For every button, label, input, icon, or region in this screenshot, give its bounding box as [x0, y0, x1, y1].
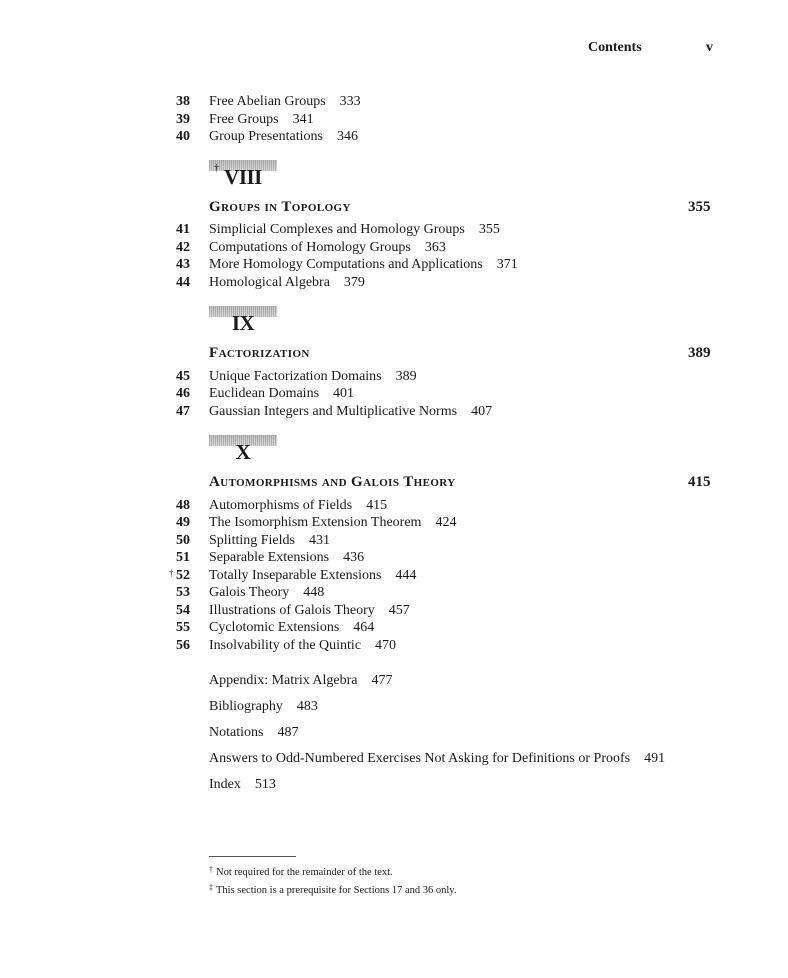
chapter-title: Cyclotomic Extensions	[209, 620, 340, 635]
part-numeral: VIII	[224, 165, 262, 189]
chapter-number: 48	[176, 498, 190, 513]
chapter-page: 470	[375, 638, 397, 653]
footnote-mark: ‡	[209, 883, 213, 892]
chapter-page: 415	[366, 498, 388, 513]
part-title[interactable]: Automorphisms and Galois Theory	[209, 474, 456, 490]
chapter-number: 45	[176, 369, 190, 384]
part-page: 355	[688, 199, 711, 215]
chapter-number: 53	[176, 585, 190, 600]
chapter-title: Splitting Fields	[209, 533, 295, 548]
back-matter-title: Bibliography	[209, 699, 283, 714]
chapter-title: More Homology Computations and Applications	[209, 257, 483, 272]
back-matter-title: Notations	[209, 725, 264, 740]
chapter-title: Simplicial Complexes and Homology Groups	[209, 222, 465, 237]
chapter-page: 333	[339, 94, 361, 109]
footnote	[209, 883, 456, 896]
footnote	[209, 865, 393, 878]
back-matter-title: Index	[209, 777, 241, 792]
part-page: 415	[688, 474, 711, 490]
back-matter-page: 513	[254, 777, 276, 792]
chapter-title: Separable Extensions	[209, 550, 330, 565]
chapter-title: Totally Inseparable Extensions	[209, 568, 382, 583]
chapter-title: Insolvability of the Quintic	[209, 638, 362, 653]
chapter-page: 424	[435, 515, 457, 530]
chapter-page: 407	[471, 404, 493, 419]
chapter-title: Galois Theory	[209, 585, 290, 600]
running-header-page-number: v	[706, 40, 713, 55]
chapter-number: 55	[176, 620, 190, 635]
chapter-page: 431	[308, 533, 330, 548]
back-matter-title: Answers to Odd-Numbered Exercises Not Asking for Definitions or Proofs	[209, 751, 631, 766]
footnote-text: This section is a prerequisite for Sections 17 and 36 only.	[216, 885, 457, 896]
part-title[interactable]: Groups in Topology	[209, 199, 351, 215]
chapter-number: 46	[176, 386, 190, 401]
chapter-page: 436	[343, 550, 365, 565]
chapter-title: Homological Algebra	[209, 275, 330, 290]
chapter-title: Gaussian Integers and Multiplicative Norms	[209, 404, 458, 419]
chapter-title: Euclidean Domains	[209, 386, 320, 401]
chapter-number: 50	[176, 533, 190, 548]
chapter-title: Free Abelian Groups	[209, 94, 326, 109]
back-matter-title: Appendix: Matrix Algebra	[209, 673, 358, 688]
chapter-page: 341	[292, 112, 314, 127]
footnote-mark: †	[209, 865, 213, 874]
chapter-page: 401	[333, 386, 355, 401]
back-matter-page: 487	[277, 725, 299, 740]
back-matter-page: 491	[644, 751, 666, 766]
part-page: 389	[688, 345, 711, 361]
chapter-number: 40	[176, 129, 190, 144]
chapter-number: 43	[176, 257, 190, 272]
chapter-number: 47	[176, 404, 190, 419]
running-header-title: Contents	[588, 40, 642, 55]
chapter-number: 51	[176, 550, 190, 565]
chapter-number: 41	[176, 222, 190, 237]
chapter-title: Computations of Homology Groups	[209, 240, 411, 255]
chapter-page: 464	[353, 620, 375, 635]
chapter-page: 457	[388, 603, 410, 618]
chapter-page: 444	[395, 568, 417, 583]
chapter-number: 54	[176, 603, 190, 618]
chapter-page: 371	[496, 257, 518, 272]
chapter-number: 42	[176, 240, 190, 255]
chapter-number: 38	[176, 94, 190, 109]
part-badge	[209, 435, 277, 464]
optional-section-dagger: †	[169, 568, 174, 578]
chapter-page: 355	[478, 222, 500, 237]
chapter-number: 49	[176, 515, 190, 530]
chapter-number: 44	[176, 275, 190, 290]
part-badge-dagger: †	[214, 163, 219, 174]
footnote-rule	[209, 856, 296, 857]
chapter-page: 389	[395, 369, 417, 384]
chapter-title: Free Groups	[209, 112, 279, 127]
part-title[interactable]: Factorization	[209, 345, 310, 361]
chapter-page: 379	[343, 275, 365, 290]
chapter-page: 346	[336, 129, 358, 144]
part-badge	[209, 160, 277, 189]
chapter-title: Unique Factorization Domains	[209, 369, 382, 384]
chapter-title: Illustrations of Galois Theory	[209, 603, 375, 618]
chapter-title: Group Presentations	[209, 129, 323, 144]
footnote-text: Not required for the remainder of the text.	[216, 867, 393, 878]
chapter-number: 39	[176, 112, 190, 127]
chapter-number: 52	[176, 568, 190, 583]
part-badge	[209, 306, 277, 335]
back-matter-page: 483	[296, 699, 318, 714]
part-numeral: X	[235, 440, 251, 464]
chapter-number: 56	[176, 638, 190, 653]
back-matter-page: 477	[371, 673, 393, 688]
chapter-page: 363	[424, 240, 446, 255]
chapter-title: Automorphisms of Fields	[209, 498, 353, 513]
chapter-page: 448	[303, 585, 325, 600]
part-numeral: IX	[231, 311, 255, 335]
chapter-title: The Isomorphism Extension Theorem	[209, 515, 422, 530]
